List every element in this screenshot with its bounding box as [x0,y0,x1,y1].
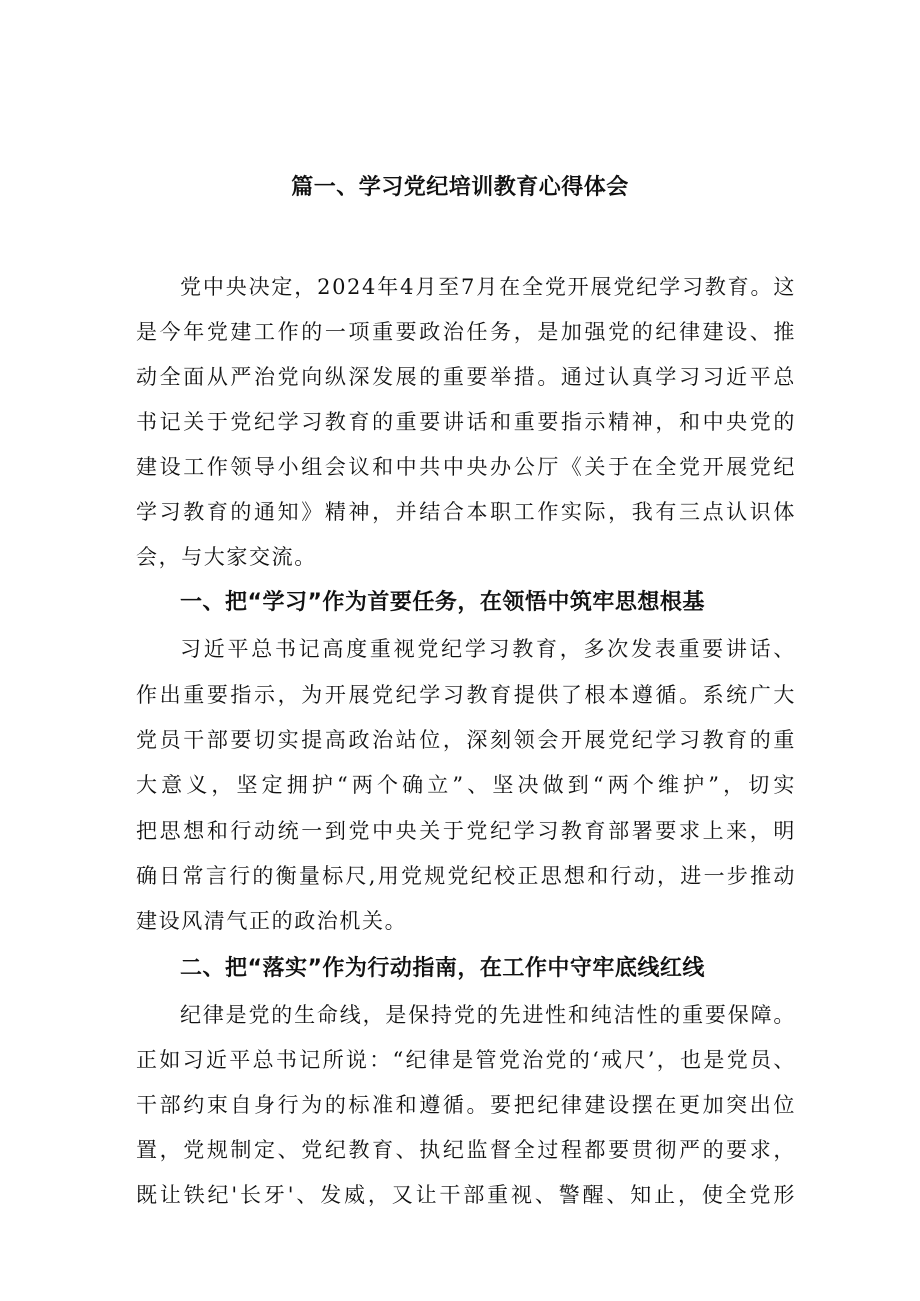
intro-line: 会，与大家交流。 [136,545,317,569]
section-1-line: 把思想和行动统一到党中央关于党纪学习教育部署要求上来，明 [136,819,796,843]
section-1-line: 确日常言行的衡量标尺,用党规党纪校正思想和行动，进一步推动 [136,864,796,888]
document-title: 篇一、学习党纪培训教育心得体会 [291,175,629,200]
section-2-line: 干部约束自身行为的标准和遵循。要把纪律建设摆在更加突出位 [136,1093,796,1117]
section-1-line: 作出重要指示，为开展党纪学习教育提供了根本遵循。系统广大 [136,683,796,707]
section-2-line: 正如习近平总书记所说：“纪律是管党治党的‘戒尺’，也是党员、 [136,1048,796,1072]
section-2-line: 置，党规制定、党纪教育、执纪监督全过程都要贯彻严的要求， [136,1138,796,1162]
section-2-line: 既让铁纪'长牙'、发威，又让干部重视、警醒、知止，使全党形 [136,1183,796,1207]
intro-line: 书记关于党纪学习教育的重要讲话和重要指示精神，和中央党的 [136,410,796,434]
section-1-line: 党员干部要切实提高政治站位，深刻领会开展党纪学习教育的重 [136,728,796,752]
intro-line: 党中央决定，2024年4月至7月在全党开展党纪学习教育。这 [180,275,796,299]
intro-line: 动全面从严治党向纵深发展的重要举措。通过认真学习习近平总 [136,365,796,389]
section-1-heading: 一、把“学习”作为首要任务，在领悟中筑牢思想根基 [180,590,705,615]
section-1-line: 建设风清气正的政治机关。 [136,909,408,933]
intro-line: 是今年党建工作的一项重要政治任务，是加强党的纪律建设、推 [136,320,796,344]
section-2-line: 纪律是党的生命线，是保持党的先进性和纯洁性的重要保障。 [180,1003,796,1027]
intro-line: 学习教育的通知》精神，并结合本职工作实际，我有三点认识体 [136,500,796,524]
section-1-line: 大意义，坚定拥护“两个确立”、坚决做到“两个维护”，切实 [136,773,796,797]
intro-line: 建设工作领导小组会议和中共中央办公厅《关于在全党开展党纪 [136,455,796,479]
section-1-line: 习近平总书记高度重视党纪学习教育，多次发表重要讲话、 [180,637,796,661]
section-2-heading: 二、把“落实”作为行动指南，在工作中守牢底线红线 [180,956,705,981]
